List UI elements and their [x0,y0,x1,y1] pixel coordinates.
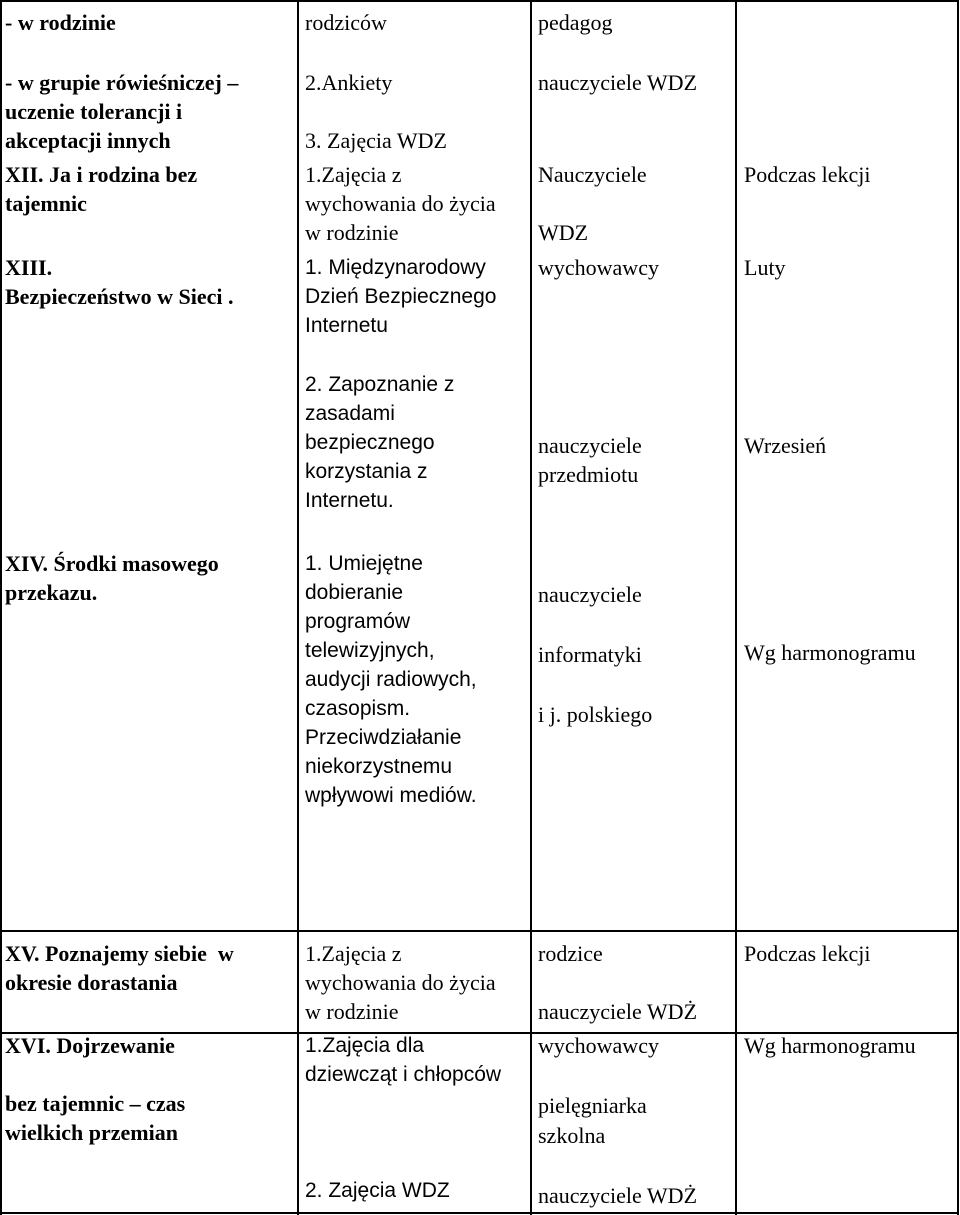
theme-cell: XV. Poznajemy siebie w okresie dorastania [5,941,234,995]
responsible-cell: pedagog [538,10,613,35]
forms-cell: 2.Ankiety 3. Zajęcia WDZ [305,70,447,153]
responsible-cell: rodzice nauczyciele WDŻ [538,941,698,1024]
responsible-cell: wychowawcy [538,255,659,280]
date-cell: Wg harmonogramu [744,1033,916,1058]
date-cell: Podczas lekcji [744,162,871,187]
responsible-cell: Nauczyciele WDZ [538,162,647,245]
table-row-divider [0,930,959,932]
forms-cell: 1. Międzynarodowy Dzień Bezpiecznego Internetu [305,256,497,337]
forms-cell: 1. Umiejętne dobieranie programów telewizyjnych, audycji radiowych, czasopism. Przeciwdziałanie niekorzystnemu wpływowi mediów. [305,552,477,807]
forms-cell: rodziców [305,10,387,35]
responsible-cell: wychowawcy pielęgniarka szkolna nauczyciele WDŻ [538,1033,698,1208]
theme-cell: XII. Ja i rodzina bez tajemnic [5,162,198,216]
responsible-cell: nauczyciele informatyki i j. polskiego [538,582,653,727]
theme-cell: XIII. Bezpieczeństwo w Sieci . [5,255,234,309]
forms-cell: 2. Zapoznanie z zasadami bezpiecznego korzystania z Internetu. [305,373,455,512]
responsible-cell: nauczyciele WDZ [538,70,698,95]
theme-cell: - w grupie rówieśniczej – uczenie tolerancji i akceptacji innych [5,70,239,153]
date-cell: Podczas lekcji [744,941,871,966]
forms-cell: 1.Zajęcia z wychowania do życia w rodzinie [305,941,496,1024]
table-border-bottom [0,1212,959,1214]
table-border-top [0,0,959,2]
date-cell: Wrzesień [744,433,827,458]
forms-cell: 1.Zajęcia z wychowania do życia w rodzinie [305,162,496,245]
theme-cell: - w rodzinie [5,10,116,35]
theme-cell: XIV. Środki masowego przekazu. [5,551,219,605]
forms-cell: 1.Zajęcia dla dziewcząt i chłopców 2. Zajęcia WDZ [305,1034,502,1202]
responsible-cell: nauczyciele przedmiotu [538,433,642,487]
date-cell: Wg harmonogramu [744,640,916,665]
date-cell: Luty [744,255,786,280]
theme-cell: XVI. Dojrzewanie bez tajemnic – czas wielkich przemian [5,1033,186,1145]
